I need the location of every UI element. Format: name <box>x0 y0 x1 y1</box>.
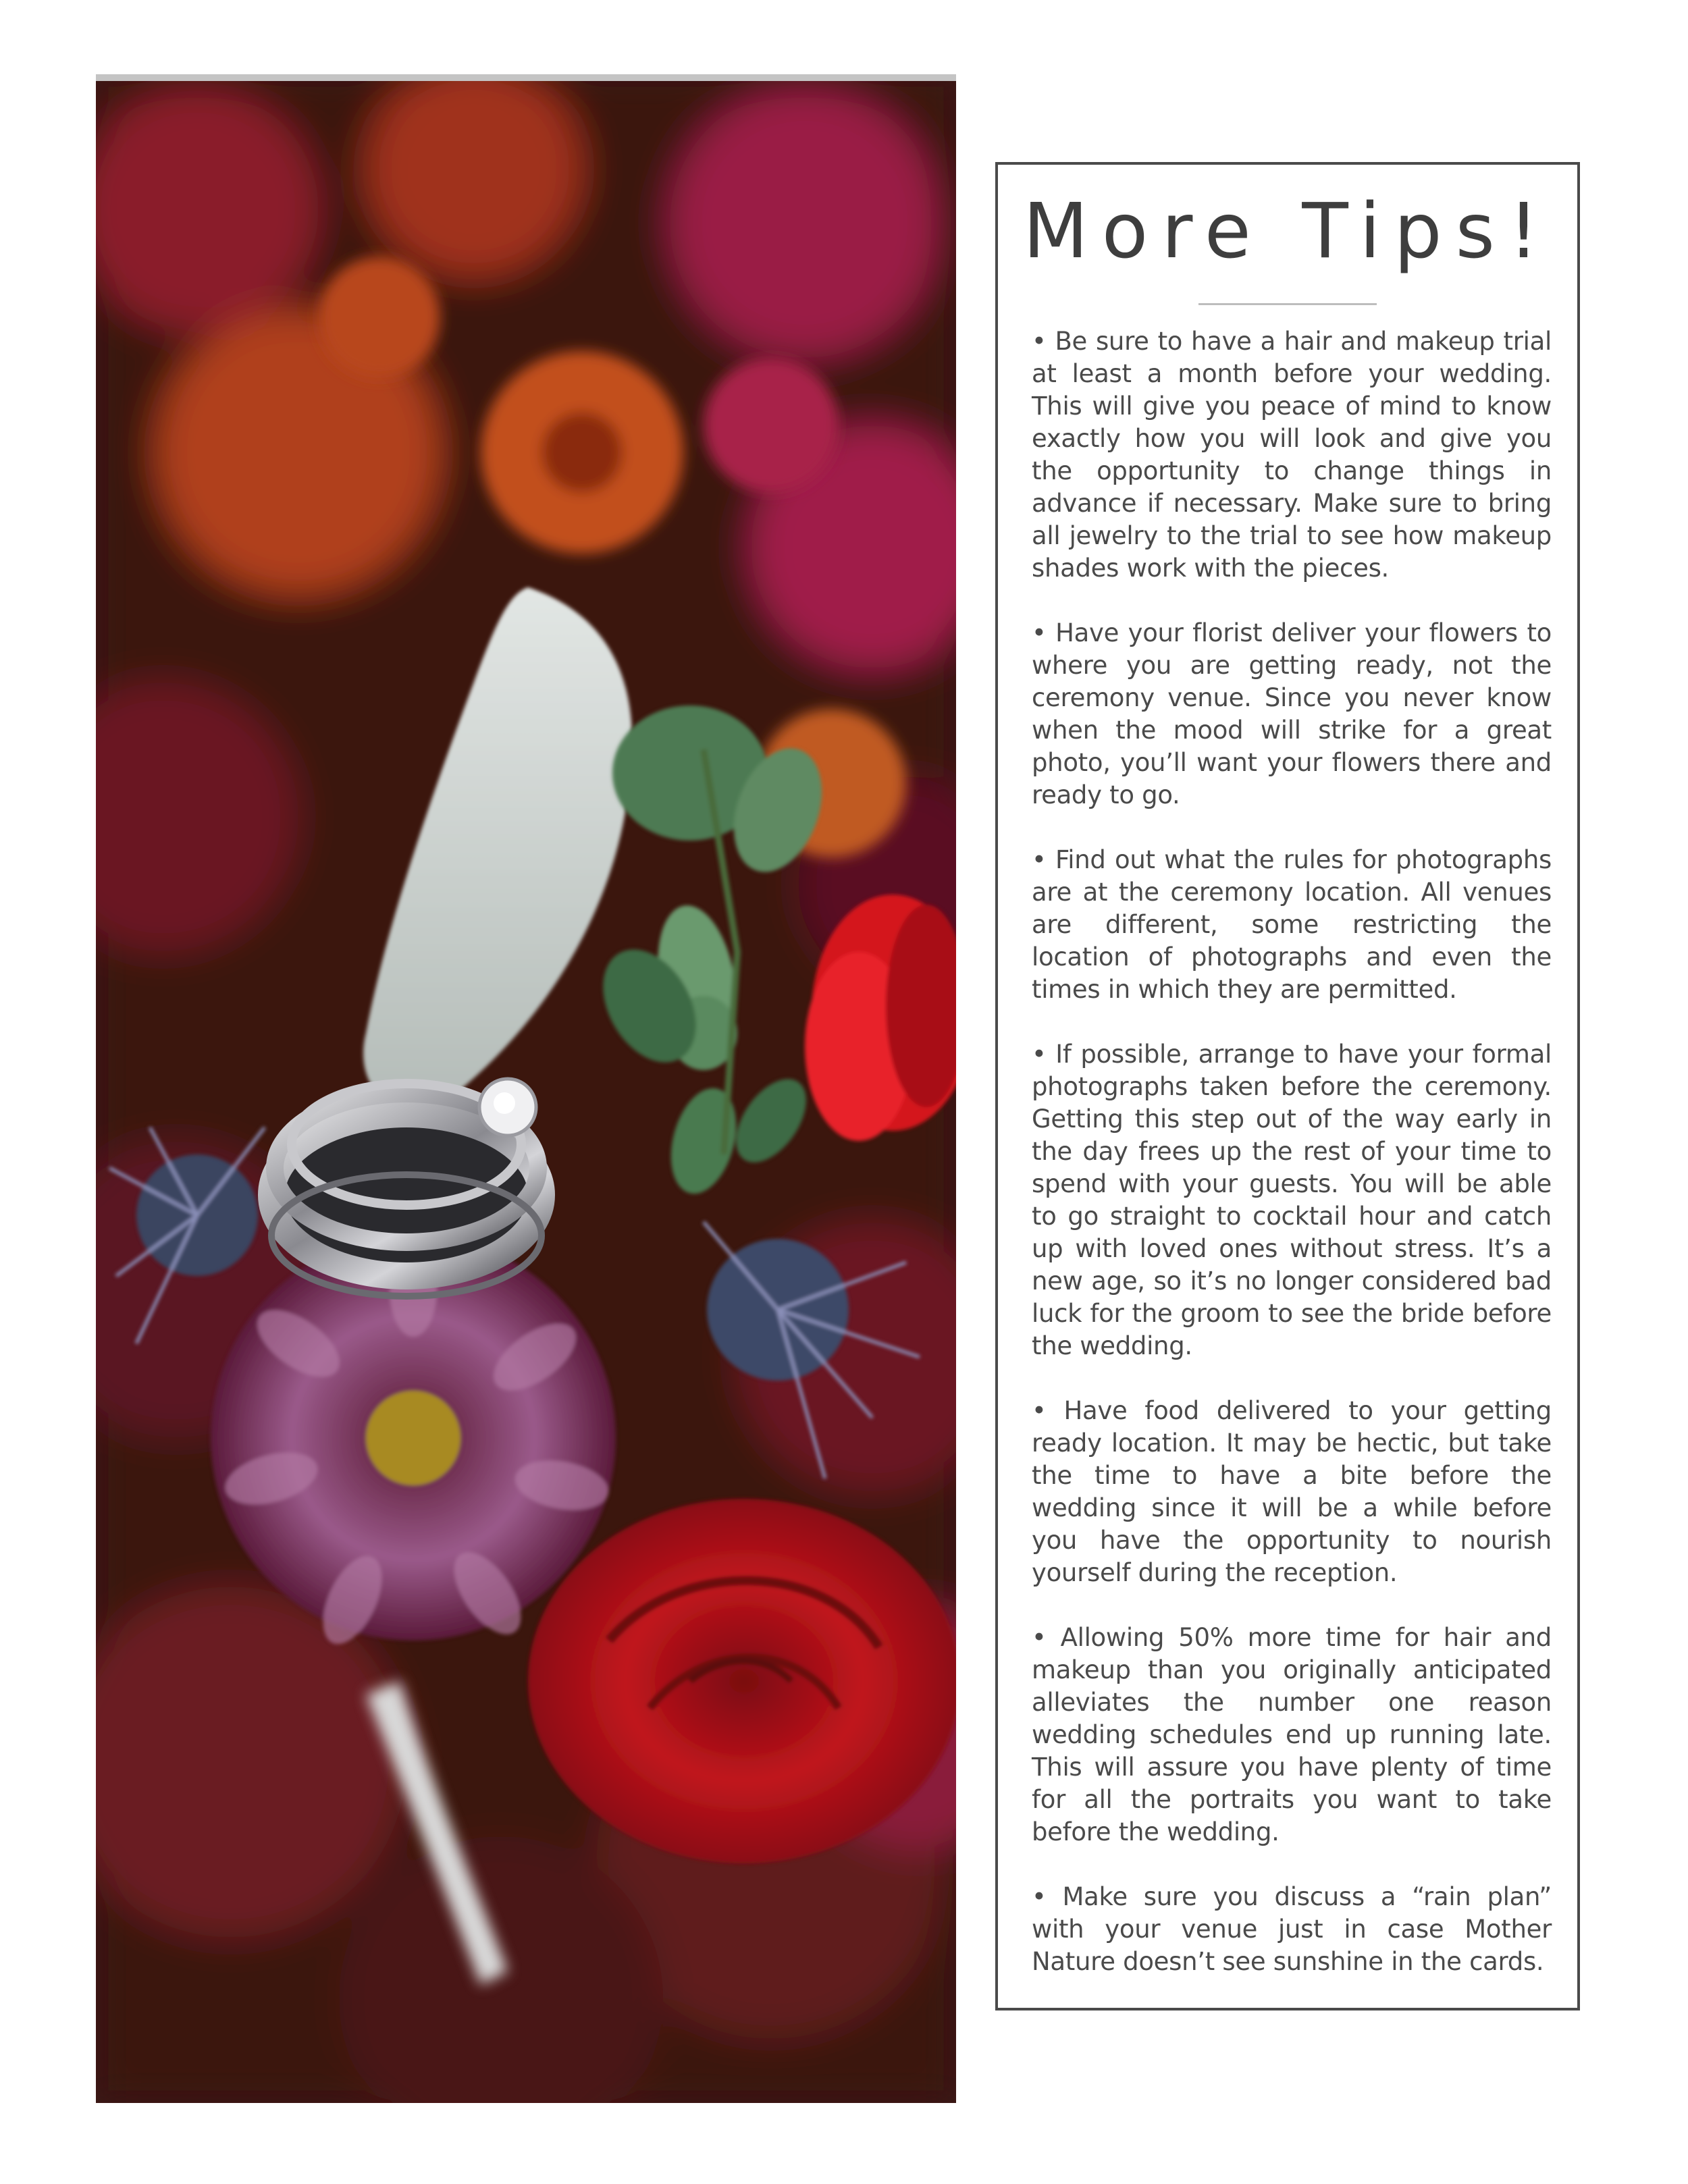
tips-panel <box>995 162 1580 2010</box>
tips-list <box>1032 325 1552 1978</box>
bouquet-photo <box>96 74 956 2103</box>
tip-item: • Have your florist deliver your flowers to where you are getting ready, not the ceremony venue. Since you never know when the mood will strike for a great photo, you’ll want your flowers there and ready to go. <box>1032 618 1552 809</box>
photo-top-border <box>96 74 956 81</box>
title-divider <box>1198 303 1377 305</box>
tip-item: • Find out what the rules for photographs are at the ceremony location. All venues are different, some restricting the location of photographs and even the times in which they are permitted. <box>1032 845 1552 1004</box>
tips-title: More Tips! <box>1023 188 1552 275</box>
tip-item: • Make sure you discuss a “rain plan” with your venue just in case Mother Nature doesn’t see sunshine in the cards. <box>1032 1882 1552 1976</box>
tip-item: • Allowing 50% more time for hair and makeup than you originally anticipated alleviates the number one reason wedding schedules end up running late. This will assure you have plenty of time for all the portraits you want to take before the wedding. <box>1032 1623 1552 1846</box>
tip-item: • Be sure to have a hair and makeup trial at least a month before your wedding. This will give you peace of mind to know exactly how you will look and give you the opportunity to change things in advance if necessary. Make sure to bring all jewelry to the trial to see how makeup shades work with the pieces. <box>1032 327 1552 583</box>
tip-item: • If possible, arrange to have your formal photographs taken before the ceremony. Getting this step out of the way early in the day frees up the rest of your time to spend with your guests. You will be able to go straight to cocktail hour and catch up with loved ones without stress. It’s a new age, so it’s no longer considered bad luck for the groom to see the bride before the wedding. <box>1032 1040 1552 1360</box>
tip-item: • Have food delivered to your getting ready location. It may be hectic, but take the time to have a bite before the wedding since it will be a while before you have the opportunity to nourish yourself during the reception. <box>1032 1396 1552 1587</box>
bouquet-illustration <box>96 74 956 2103</box>
